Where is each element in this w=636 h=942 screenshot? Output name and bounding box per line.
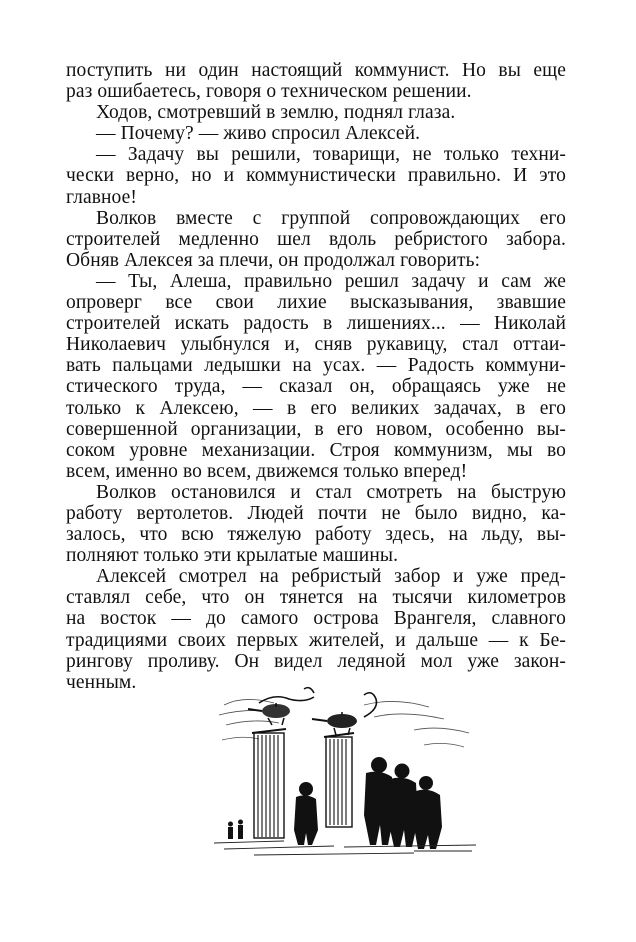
text-line: соком уровне механизации. Строя коммунизм, мы во (66, 439, 566, 461)
text-line: Волков вместе с группой сопровождающих его (96, 207, 566, 229)
text-line: — Почему? — живо спросил Алексей. (96, 123, 421, 145)
right-pylon (324, 733, 354, 827)
text-line: поступить ни один настоящий коммунист. Но вы еще (66, 60, 566, 81)
text-line: рингову проливу. Он видел ледяной мол уже закон- (66, 650, 566, 672)
text-line: Волков остановился и стал смотреть на быструю (96, 481, 566, 503)
text-line: строителей медленно шел вдоль ребристого забора. (66, 228, 566, 250)
text-line: стического труда, — сказал он, обращаясь уже не (66, 376, 566, 398)
text-line: совершенной организации, в его новом, особенно вы- (66, 418, 566, 440)
left-pylon (252, 729, 286, 838)
people-group (294, 757, 442, 849)
text-line: опроверг все свои лихие высказывания, звавшие (66, 292, 566, 314)
text-line: работу вертолетов. Людей почти не было видно, ка- (66, 502, 566, 524)
text-line: строителей искать радость в лишениях... — Николай (66, 313, 566, 335)
text-line: — Ты, Алеша, правильно решил задачу и сам же (96, 270, 566, 292)
text-line: ставлял себе, что он тянется на тысячи километров (66, 587, 566, 609)
text-line: — Задачу вы решили, товарищи, не только техни- (96, 144, 566, 166)
text-line: раз ошибаетесь, говоря о техническом решении. (66, 81, 472, 103)
text-line: залось, что всю тяжелую работу здесь, на льду, вы- (66, 524, 566, 546)
text-line: всем, именно во всем, движемся только вперед! (66, 460, 468, 482)
text-line: главное! (66, 186, 137, 208)
text-line: на восток — до самого острова Врангеля, славного (66, 608, 566, 630)
text-line: Обняв Алексея за плечи, он продолжал говорить: (66, 249, 481, 271)
text-line: чески верно, но и коммунистически правильно. И это (66, 165, 566, 187)
body-text (66, 60, 566, 693)
text-line: вать пальцами ледышки на усах. — Радость коммуни- (66, 355, 566, 377)
text-line: Алексей смотрел на ребристый забор и уже пред- (96, 566, 566, 588)
text-line: ченным. (66, 671, 137, 693)
distant-figures (228, 820, 243, 840)
helicopters-over-ice-wall-illustration (214, 685, 476, 860)
right-helicopter (304, 688, 377, 735)
text-line: полняют только эти крылатые машины. (66, 545, 399, 567)
text-line: Ходов, смотревший в землю, поднял глаза. (96, 102, 456, 124)
illustration-svg (214, 685, 476, 860)
text-line: Николаевич улыбнулся и, сняв рукавицу, стал оттаи- (66, 334, 566, 356)
text-line: традициями своих первых жителей, и дальше — к Бе- (66, 629, 566, 651)
text-line: только к Алексею, — в его великих задачах, в его (66, 397, 566, 419)
